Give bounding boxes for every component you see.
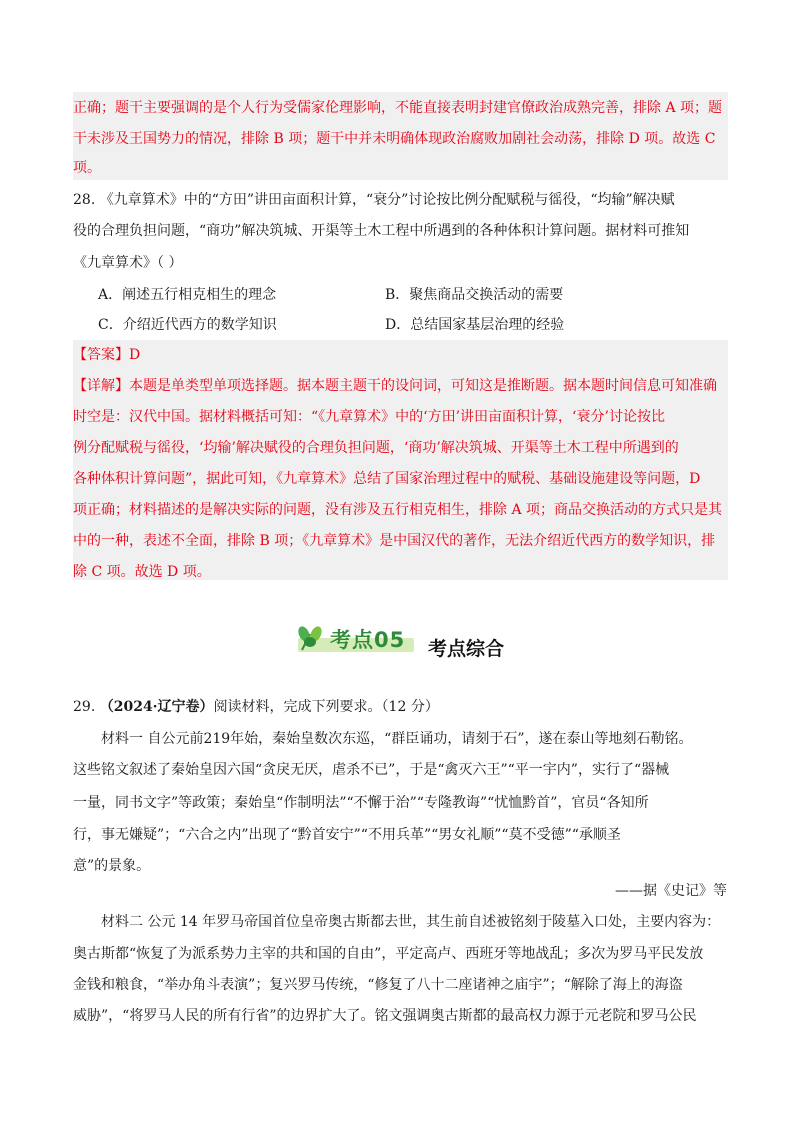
q28-detail-line-1 [73, 375, 717, 395]
q28-stem-line-1: 28. 《九章算术》中的“方田”讲田亩面积计算，“衰分”讨论按比例分配赋税与徭役，“均输”解决赋 [73, 192, 675, 208]
q28-option-b[interactable]: B．聚焦商品交换活动的需要 [385, 287, 564, 303]
q28-detail-line-5: 项正确；材料描述的是解决实际的问题，没有涉及五行相克相生，排除 A 项；商品交换活动的方式只是其 [73, 502, 723, 518]
q28-detail-line-7: 除 C 项。故选 D 项。 [73, 564, 211, 580]
section-badge [294, 624, 416, 656]
material2-line-2: 奥古斯都“恢复了为派系势力主宰的共和国的自由”，平定高卢、西班牙等地战乱；多次为罗马平民发放 [73, 946, 704, 962]
material1-source: ——据《史记》等 [615, 883, 727, 899]
q28-detail-line-3: 例分配赋税与徭役，‘均输’解决赋役的合理负担问题，‘商功’解决筑城、开渠等土木工程中所遇到的 [73, 440, 679, 456]
q29-source: （2024·辽宁卷） [99, 699, 214, 715]
leaf-icon [296, 624, 326, 654]
q28-option-a[interactable]: A．阐述五行相克相生的理念 [98, 287, 277, 303]
q27-explanation-line-2: 干未涉及王国势力的情况，排除 B 项；题干中并未明确体现政治腐败加剧社会动荡，排除 D 项。故选 C [73, 131, 716, 147]
badge-label: 考点05 [330, 628, 406, 652]
material1-line-1: 材料一 自公元前219年始，秦始皇数次东巡，“群臣诵功，请刻于石”，遂在泰山等地刻石勒铭。 [101, 731, 693, 747]
q28-option-d[interactable]: D．总结国家基层治理的经验 [385, 317, 565, 333]
material1-line-4: 行，事无嫌疑”；“六合之内”出现了“黔首安宁”“不用兵革”“男女礼顺”“莫不受德”“承顺圣 [73, 827, 621, 843]
q29-number: 29. [73, 699, 96, 715]
answer-label: 【答案】 [73, 347, 129, 363]
q28-detail-line-6: 中的一种，表述不全面，排除 B 项；《九章算术》是中国汉代的著作，无法介绍近代西方的数学知识，排 [73, 533, 716, 549]
section-title: 考点综合 [428, 638, 505, 660]
material2-line-3: 金钱和粮食，“举办角斗表演”；复兴罗马传统，“修复了八十二座诸神之庙宇”；“解除了海上的海盗 [73, 977, 683, 993]
q28-stem-line-3: 《九章算术》（ ） [73, 255, 183, 271]
material1-line-5: 意”的景象。 [73, 858, 151, 874]
q28-detail-line-2: 时空是：汉代中国。据材料概括可知：“《九章算术》中的‘方田’讲田亩面积计算，‘衰分’讨论按比 [73, 409, 665, 425]
answer-value: D [129, 347, 141, 363]
material2-line-4: 威胁”，“将罗马人民的所有行省”的边界扩大了。铭文强调奥古斯都的最高权力源于元老院和罗马公民 [73, 1008, 697, 1024]
q29-header [73, 696, 439, 716]
q28-option-c[interactable]: C．介绍近代西方的数学知识 [98, 317, 277, 333]
material1-line-2: 这些铭文叙述了秦始皇因六国“贪戾无厌，虐杀不已”，于是“禽灭六王”“平一宇内”，实行了“器械 [73, 762, 670, 778]
q28-detail-line-4: 各种体积计算问题”，据此可知，《九章算术》总结了国家治理过程中的赋税、基础设施建设等问题，D [73, 471, 701, 487]
detail-label: 【详解】 [73, 378, 129, 394]
material2-line-1: 材料二 公元 14 年罗马帝国首位皇帝奥古斯都去世，其生前自述被铭刻于陵墓入口处，主要内容为： [101, 914, 721, 930]
q27-explanation-line-1: 正确；题干主要强调的是个人行为受儒家伦理影响，不能直接表明封建官僚政治成熟完善，排除 A 项；题 [73, 100, 723, 116]
detail-text-1: 本题是单类型单项选择题。据本题主题干的设问词，可知这是推断题。据本题时间信息可知准确 [129, 378, 717, 394]
material1-line-3: 一量，同书文字”等政策；秦始皇“作制明法”“不懈于治”“专隆教诲”“忧恤黔首”，官员“各知所 [73, 795, 649, 811]
q28-answer [73, 344, 140, 364]
q27-explanation-line-3: 项。 [73, 160, 101, 176]
q29-prompt: 阅读材料，完成下列要求。（12 分） [213, 699, 439, 715]
q28-stem-line-2: 役的合理负担问题，“商功”解决筑城、开渠等土木工程中所遇到的各种体积计算问题。据材料可推知 [73, 223, 690, 239]
